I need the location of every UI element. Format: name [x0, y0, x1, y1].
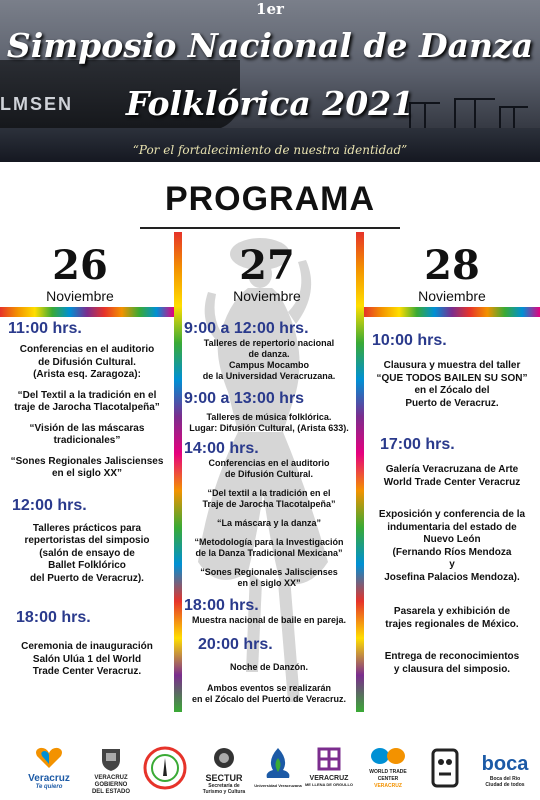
logo-text: DEL ESTADO	[91, 789, 131, 795]
event-text: Puerto de Veracruz.	[405, 397, 499, 409]
event-text: Talleres de música folklórica.	[206, 412, 332, 422]
event-text: “Sones Regionales Jaliscienses	[200, 567, 338, 577]
time-label: 10:00 hrs.	[372, 332, 447, 349]
logo-text: Ciudad de todos	[485, 782, 525, 788]
event-text: Trade Center Veracruz.	[32, 666, 142, 677]
event-text: Ballet Folklórico	[48, 560, 126, 571]
event-text: Clausura y muestra del taller	[383, 360, 521, 371]
event-text: Ambos eventos se realizarán	[206, 683, 332, 693]
logo-text: SECTUR	[205, 773, 243, 783]
event-text: Josefina Palacios Mendoza).	[384, 571, 520, 583]
event-text: Conferencias en el auditorio	[19, 344, 155, 355]
event-text: Traje de Jarocha Tlacotalpeña”	[202, 499, 336, 509]
event-text: “Metodología para la Investigación	[194, 537, 344, 547]
gobierno-veracruz-logo	[86, 746, 136, 796]
day-26-number: 26	[52, 242, 108, 289]
logo-text: VERACRUZ	[374, 783, 402, 789]
logo-text: Secretaría de	[208, 783, 240, 789]
time-label: 11:00 hrs.	[8, 320, 82, 337]
event-text: Ceremonia de inauguración	[21, 641, 153, 652]
header-banner	[0, 0, 540, 162]
time-label: 18:00 hrs.	[184, 597, 259, 614]
day-28-month: Noviembre	[418, 288, 486, 304]
time-label: 18:00 hrs.	[16, 609, 91, 626]
event-text: (Arista esq. Zaragoza):	[33, 369, 141, 380]
decorative-stripe-left	[174, 232, 182, 712]
time-label: 9:00 a 12:00 hrs.	[184, 320, 309, 337]
knot-pattern-icon	[316, 746, 342, 772]
decorative-band-left	[0, 307, 174, 317]
event-text: World Trade Center Veracruz	[383, 476, 521, 488]
sponsor-logos	[0, 746, 540, 800]
event-text: (Fernando Ríos Mendoza	[392, 546, 512, 558]
event-text: Conferencias en el auditorio	[208, 458, 330, 468]
event-text: en el Zócalo del	[414, 385, 490, 396]
event-text: de la Danza Tradicional Mexicana”	[195, 548, 343, 558]
event-text: del Puerto de Veracruz).	[30, 572, 144, 584]
time-label: 20:00 hrs.	[198, 636, 273, 653]
event-text: Salón Ulúa 1 del World	[32, 653, 142, 665]
logo-text: VERACRUZ	[94, 775, 128, 781]
event-text: en el siglo XX”	[237, 578, 301, 588]
logo-text: VERACRUZ	[309, 775, 349, 782]
event-text: Pasarela y exhibición de	[393, 606, 511, 617]
logo-text: Universidad Veracruzana	[254, 783, 302, 788]
seal-icon	[143, 746, 187, 790]
event-text: repertoristas del simposio	[24, 535, 150, 546]
day-28-schedule	[368, 320, 536, 676]
universidad-veracruzana-logo	[254, 746, 302, 796]
logo-text: Veracruz	[28, 773, 70, 784]
time-label: 14:00 hrs.	[184, 440, 259, 457]
event-text: “Visión de las máscaras	[29, 422, 145, 434]
event-text: “La máscara y la danza”	[216, 518, 322, 528]
decorative-band-right	[364, 307, 540, 317]
event-text: indumentaria del estado de	[387, 521, 517, 533]
logo-text: WORLD TRADE CENTER	[369, 769, 407, 782]
divider	[140, 227, 400, 229]
time-label: 17:00 hrs.	[380, 436, 455, 453]
event-text: Muestra nacional de baile en pareja.	[191, 615, 347, 625]
event-text: Talleres prácticos para	[32, 522, 142, 534]
coat-of-arms-icon	[98, 746, 124, 772]
logo-text: boca	[481, 753, 529, 775]
event-text: Nuevo León	[423, 534, 481, 545]
event-text: Entrega de reconocimientos	[384, 651, 520, 662]
time-label: 9:00 a 13:00 hrs	[184, 390, 305, 407]
prehispanic-figure-icon	[427, 746, 463, 790]
decorative-stripe-right	[356, 232, 364, 712]
logo-text: Boca del Río	[489, 776, 521, 782]
event-text: Galería Veracruzana de Arte	[385, 464, 519, 475]
ballet-folklorico-seal-logo	[140, 746, 190, 796]
day-26-month: Noviembre	[46, 288, 114, 304]
boca-del-rio-logo	[474, 746, 536, 796]
day-27-number: 27	[239, 242, 295, 289]
event-text: de danza.	[248, 349, 290, 359]
event-text: (salón de ensayo de	[39, 547, 135, 559]
event-text: de Difusión Cultural.	[224, 469, 313, 479]
day-28-number: 28	[424, 242, 480, 289]
event-text: traje de Jarocha Tlacotalpeña”	[14, 402, 160, 413]
motto: “Por el fortalecimiento de nuestra identidad”	[132, 143, 408, 157]
veracruz-orgullo-logo	[302, 746, 356, 796]
event-text: “QUE TODOS BAILEN SU SON”	[376, 372, 528, 384]
event-text: en el siglo XX”	[51, 468, 123, 479]
event-text: en el Zócalo del Puerto de Veracruz.	[191, 694, 347, 704]
sectur-logo	[196, 746, 252, 796]
flame-icon	[263, 746, 293, 780]
time-label: 12:00 hrs.	[12, 496, 87, 514]
event-text: Exposición y conferencia de la	[378, 509, 526, 520]
page-title-line2: Folklórica 2021	[125, 84, 415, 123]
world-trade-center-logo	[360, 746, 416, 796]
page-title-line1: Simposio Nacional de Danza	[6, 26, 534, 65]
day-26-schedule	[4, 320, 170, 679]
event-text: Campus Mocambo	[228, 360, 309, 370]
event-text: y clausura del simposio.	[393, 663, 511, 675]
day-27-schedule	[182, 320, 356, 705]
logo-text: Turismo y Cultura	[202, 789, 246, 795]
program-heading: PROGRAMA	[164, 180, 376, 218]
coat-of-arms-icon	[211, 746, 237, 770]
event-text: de Difusión Cultural.	[38, 356, 136, 368]
edition-label: 1er	[256, 0, 284, 18]
event-text: Talleres de repertorio nacional	[203, 338, 335, 348]
logo-text: Te quiero	[35, 784, 63, 790]
heart-icon	[34, 746, 64, 770]
day-27-month: Noviembre	[233, 288, 301, 304]
cultural-figure-logo	[420, 746, 470, 796]
event-text: Noche de Danzón.	[229, 662, 308, 672]
event-text: Lugar: Difusión Cultural, (Arista 633).	[189, 423, 349, 433]
veracruz-te-quiero-logo	[18, 746, 80, 796]
event-text: “Del textil a la tradición en el	[207, 488, 331, 498]
wtc-icon	[368, 746, 408, 766]
event-text: y	[449, 559, 455, 570]
logo-text: GOBIERNO	[94, 782, 128, 788]
event-text: tradicionales”	[53, 435, 121, 446]
logo-text: ME LLENA DE ORGULLO	[304, 782, 354, 787]
event-text: de la Universidad Veracruzana.	[202, 371, 336, 381]
ship-hull-text: LMSEN	[0, 94, 73, 114]
event-text: “Sones Regionales Jaliscienses	[10, 455, 164, 467]
event-text: “Del Textil a la tradición en el	[17, 389, 157, 401]
event-text: trajes regionales de México.	[385, 618, 519, 630]
